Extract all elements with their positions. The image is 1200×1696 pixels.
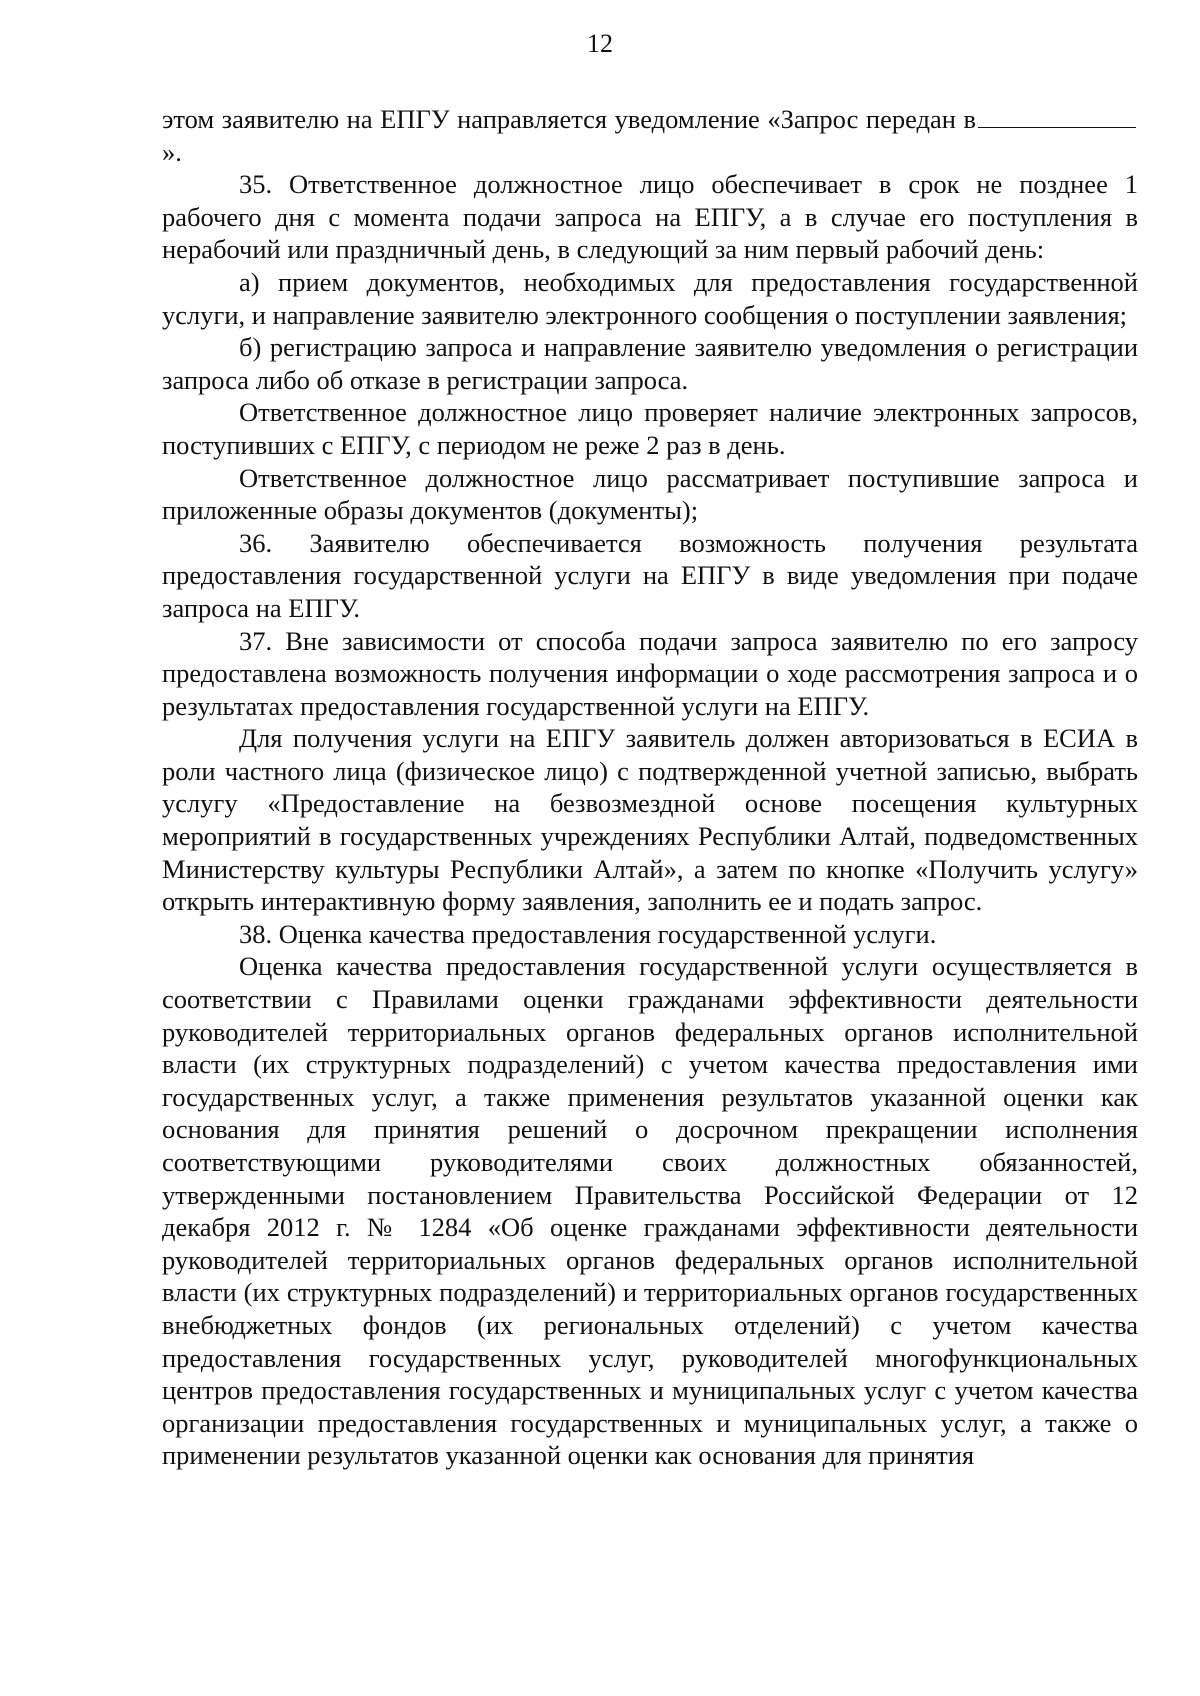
paragraph-text: этом заявителю на ЕПГУ направляется уведомление «Запрос передан в — [162, 104, 976, 134]
paragraph-text: ». — [162, 136, 182, 167]
paragraph-37-esia: Для получения услуги на ЕПГУ заявитель должен авторизоваться в ЕСИА в роли частного лица (физическое лицо) с подтвержденной учетной записью, выбрать услугу «Предоставление на безвозмездной основе посещения культурных мероприятий в государственных учреждениях Республики Алтай, подведомственных Министерству культуры Республики Алтай», а затем по кнопке «Получить услугу» открыть интерактивную форму заявления, заполнить ее и подать запрос. — [162, 723, 1138, 917]
paragraph-35-check: Ответственное должностное лицо проверяет наличие электронных запросов, поступивших с ЕПГУ, с периодом не реже 2 раз в день. — [162, 397, 1138, 460]
paragraph-continuation — [162, 103, 1138, 168]
paragraph-37: 37. Вне зависимости от способа подачи запроса заявителю по его запросу предоставлена возможность получения информации о ходе рассмотрения запроса и о результатах предоставления государственной услуги на ЕПГУ. — [162, 625, 1138, 721]
paragraph-38-heading: 38. Оценка качества предоставления государственной услуги. — [239, 918, 937, 949]
paragraph-36: 36. Заявителю обеспечивается возможность получения результата предоставления государственной услуги на ЕПГУ в виде уведомления при подаче запроса на ЕПГУ. — [162, 527, 1138, 623]
paragraph-35-intro: 35. Ответственное должностное лицо обеспечивает в срок не позднее 1 рабочего дня с момента подачи запроса на ЕПГУ, а в случае его поступления в нерабочий или праздничный день, в следующий за ним первый рабочий день: — [162, 169, 1138, 265]
page-number: 12 — [587, 29, 613, 58]
paragraph-35-item-b: б) регистрацию запроса и направление заявителю уведомления о регистрации запроса либо об отказе в регистрации запроса. — [162, 332, 1138, 395]
paragraph-35-item-a: а) прием документов, необходимых для предоставления государственной услуги, и направление заявителю электронного сообщения о поступлении заявления; — [162, 266, 1138, 330]
paragraph-35-review: Ответственное должностное лицо рассматривает поступившие запроса и приложенные образы документов (документы); — [162, 462, 1138, 526]
paragraph-38-body: Оценка качества предоставления государственной услуги осуществляется в соответствии с Правилами оценки гражданами эффективности деятельности руководителей территориальных органов федеральных органов исполнительной власти (их структурных подразделений) с учетом качества предоставления ими государственных услуг, а также применения результатов указанной оценки как основания для принятия решений о досрочном прекращении исполнения соответствующими руководителями своих должностных обязанностей, утвержденными постановлением Правительства Российской Федерации от 12 декабря 2012 г. № 1284 «Об оценке гражданами эффективности деятельности руководителей территориальных органов федеральных органов исполнительной власти (их структурных подразделений) и территориальных органов государственных внебюджетных фондов (их региональных отделений) с учетом качества предоставления государственных услуг, руководителей многофункциональных центров предоставления государственных и муниципальных услуг с учетом качества организации предоставления государственных и муниципальных услуг, а также о применении результатов указанной оценки как основания для принятия — [162, 951, 1138, 1471]
fill-in-blank — [978, 105, 1136, 128]
document-body — [162, 103, 1138, 1472]
